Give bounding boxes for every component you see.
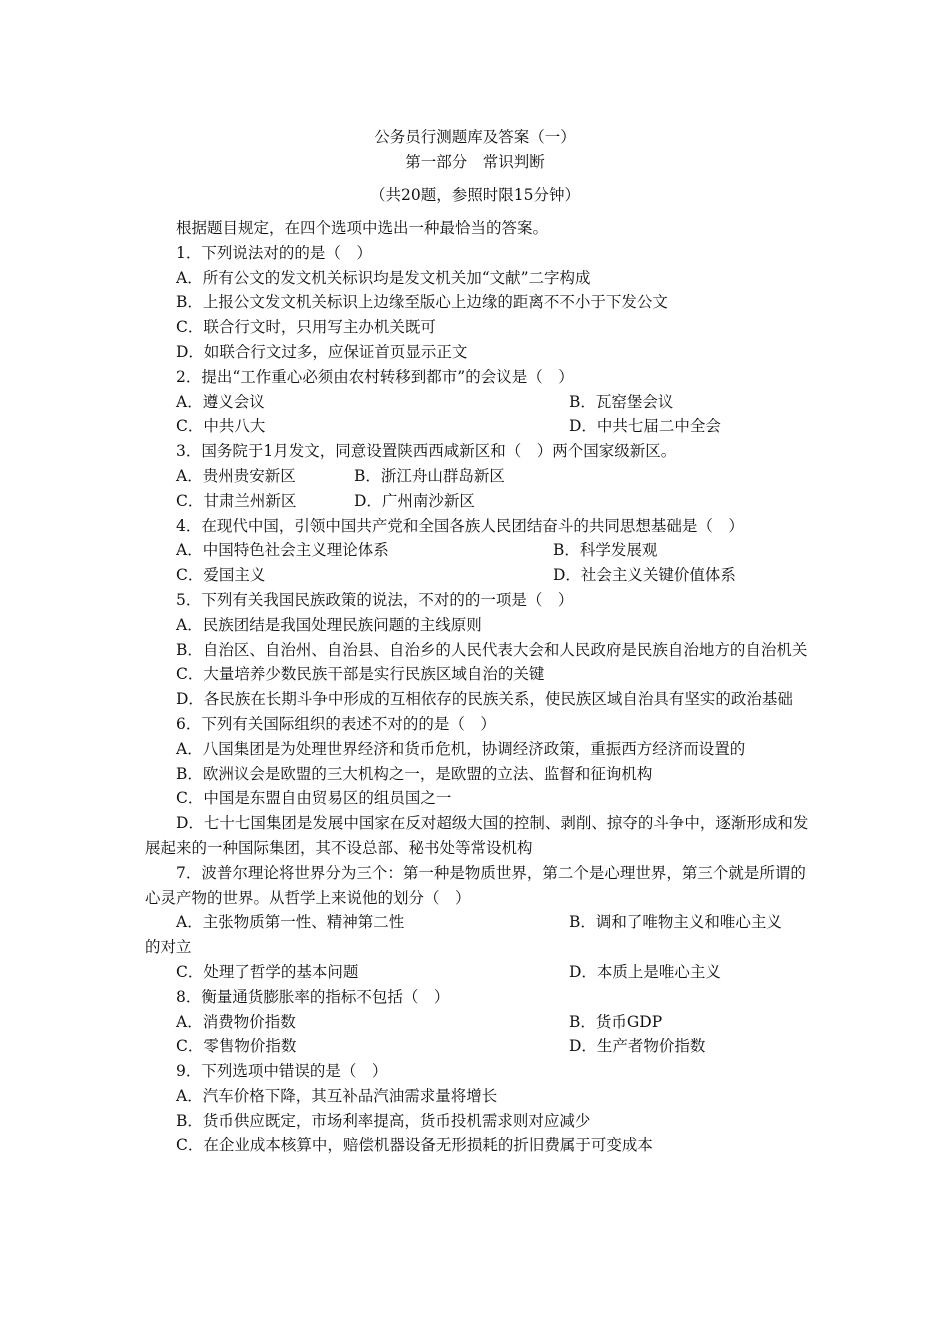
answer-option: A．遵义会议 bbox=[176, 392, 265, 411]
answer-option: D．七十七国集团是发展中国家在反对超级大国的控制、剥削、掠夺的斗争中，逐渐形成和发展起来的一种国际集团，其不设总部、秘书处等常设机构 bbox=[145, 814, 809, 857]
answer-option: D．生产者物价指数 bbox=[569, 1037, 706, 1056]
answer-option: A．汽车价格下降，其互补品汽油需求量将增长 bbox=[176, 1086, 498, 1105]
option-row bbox=[145, 1034, 813, 1059]
answer-option: C．联合行文时，只用写主办机关既可 bbox=[176, 318, 436, 337]
question-stem: 1．下列说法对的的是（ ） bbox=[176, 243, 372, 262]
answer-option: C．在企业成本核算中，赔偿机器设备无形损耗的折旧费属于可变成本 bbox=[176, 1136, 653, 1155]
answer-option: C．爱国主义 bbox=[176, 566, 266, 585]
question-stem: 6．下列有关国际组织的表述不对的的是（ ） bbox=[176, 714, 496, 733]
question-list bbox=[145, 216, 813, 1158]
answer-option: D．广州南沙新区 bbox=[354, 491, 475, 510]
answer-option: C．处理了哲学的基本问题 bbox=[176, 962, 359, 981]
answer-option: D．社会主义关键价值体系 bbox=[553, 566, 736, 585]
option-row bbox=[145, 563, 813, 588]
question-stem: 8．衡量通货膨胀率的指标不包括（ ） bbox=[176, 987, 450, 1006]
answer-option: D．各民族在长期斗争中形成的互相依存的民族关系，使民族区域自治具有坚实的政治基础 bbox=[176, 690, 793, 709]
answer-option: A．消费物价指数 bbox=[176, 1012, 296, 1031]
answer-option: B．瓦窑堡会议 bbox=[569, 392, 674, 411]
answer-option: B．欧洲议会是欧盟的三大机构之一，是欧盟的立法、监督和征询机构 bbox=[176, 764, 653, 783]
question-stem: 5．下列有关我国民族政策的说法，不对的的一项是（ ） bbox=[176, 590, 574, 609]
option-row bbox=[145, 1010, 813, 1035]
option-row bbox=[145, 910, 813, 935]
question-stem: 4．在现代中国，引领中国共产党和全国各族人民团结奋斗的共同思想基础是（ ） bbox=[176, 516, 744, 535]
option-row bbox=[145, 464, 813, 489]
answer-option: D．本质上是唯心主义 bbox=[569, 962, 721, 981]
answer-option: B．上报公文发文机关标识上边缘至版心上边缘的距离不不小于下发公文 bbox=[176, 293, 668, 312]
option-row bbox=[145, 538, 813, 563]
answer-option: B．自治区、自治州、自治县、自治乡的人民代表大会和人民政府是民族自治地方的自治机关 bbox=[176, 640, 808, 659]
answer-option: C．中国是东盟自由贸易区的组员国之一 bbox=[176, 789, 452, 808]
option-row bbox=[145, 960, 813, 985]
question-stem: 9．下列选项中错误的是（ ） bbox=[176, 1062, 388, 1081]
answer-option: A．中国特色社会主义理论体系 bbox=[176, 541, 389, 560]
answer-option: B．科学发展观 bbox=[553, 541, 658, 560]
answer-option: C．中共八大 bbox=[176, 417, 266, 436]
option-row bbox=[145, 489, 813, 514]
answer-option: C．甘肃兰州新区 bbox=[176, 491, 297, 510]
answer-option: D．中共七届二中全会 bbox=[569, 417, 721, 436]
answer-option: A．所有公文的发文机关标识均是发文机关加“文献”二字构成 bbox=[176, 268, 591, 287]
question-stem: 3．国务院于1月发文，同意设置陕西西咸新区和（ ）两个国家级新区。 bbox=[176, 442, 677, 461]
answer-option: A．贵州贵安新区 bbox=[176, 466, 296, 485]
answer-option: A．八国集团是为处理世界经济和货币危机，协调经济政策，重振西方经济而设置的 bbox=[176, 739, 746, 758]
time-limit-note: （共20题，参照时限15分钟） bbox=[370, 186, 580, 204]
answer-option: B．货币GDP bbox=[569, 1012, 663, 1031]
answer-option: B．货币供应既定，市场利率提高，货币投机需求则对应减少 bbox=[176, 1111, 591, 1130]
answer-option: B．调和了唯物主义和唯心主义 bbox=[569, 913, 782, 932]
section-heading: 第一部分 常识判断 bbox=[405, 153, 545, 171]
answer-option: A．民族团结是我国处理民族问题的主线原则 bbox=[176, 615, 482, 634]
document-title: 公务员行测题库及答案（一） bbox=[374, 128, 576, 146]
answer-option: C．零售物价指数 bbox=[176, 1037, 297, 1056]
option-row bbox=[145, 390, 813, 415]
answer-option: C．大量培养少数民族干部是实行民族区域自治的关键 bbox=[176, 665, 545, 684]
question-stem: 7．波普尔理论将世界分为三个：第一种是物质世界，第二个是心理世界，第三个就是所谓的心灵产物的世界。从哲学上来说他的划分（ ） bbox=[145, 863, 806, 907]
question-stem: 2．提出“工作重心必须由农村转移到都市”的会议是（ ） bbox=[176, 367, 574, 386]
answer-option-continuation: 的对立 bbox=[145, 938, 192, 957]
answer-option: A．主张物质第一性、精神第二性 bbox=[176, 913, 405, 932]
answer-option: D．如联合行文过多，应保证首页显示正文 bbox=[176, 342, 468, 361]
option-row bbox=[145, 414, 813, 439]
instruction-text: 根据题目规定，在四个选项中选出一种最恰当的答案。 bbox=[176, 219, 549, 237]
answer-option: B．浙江舟山群岛新区 bbox=[354, 466, 505, 485]
